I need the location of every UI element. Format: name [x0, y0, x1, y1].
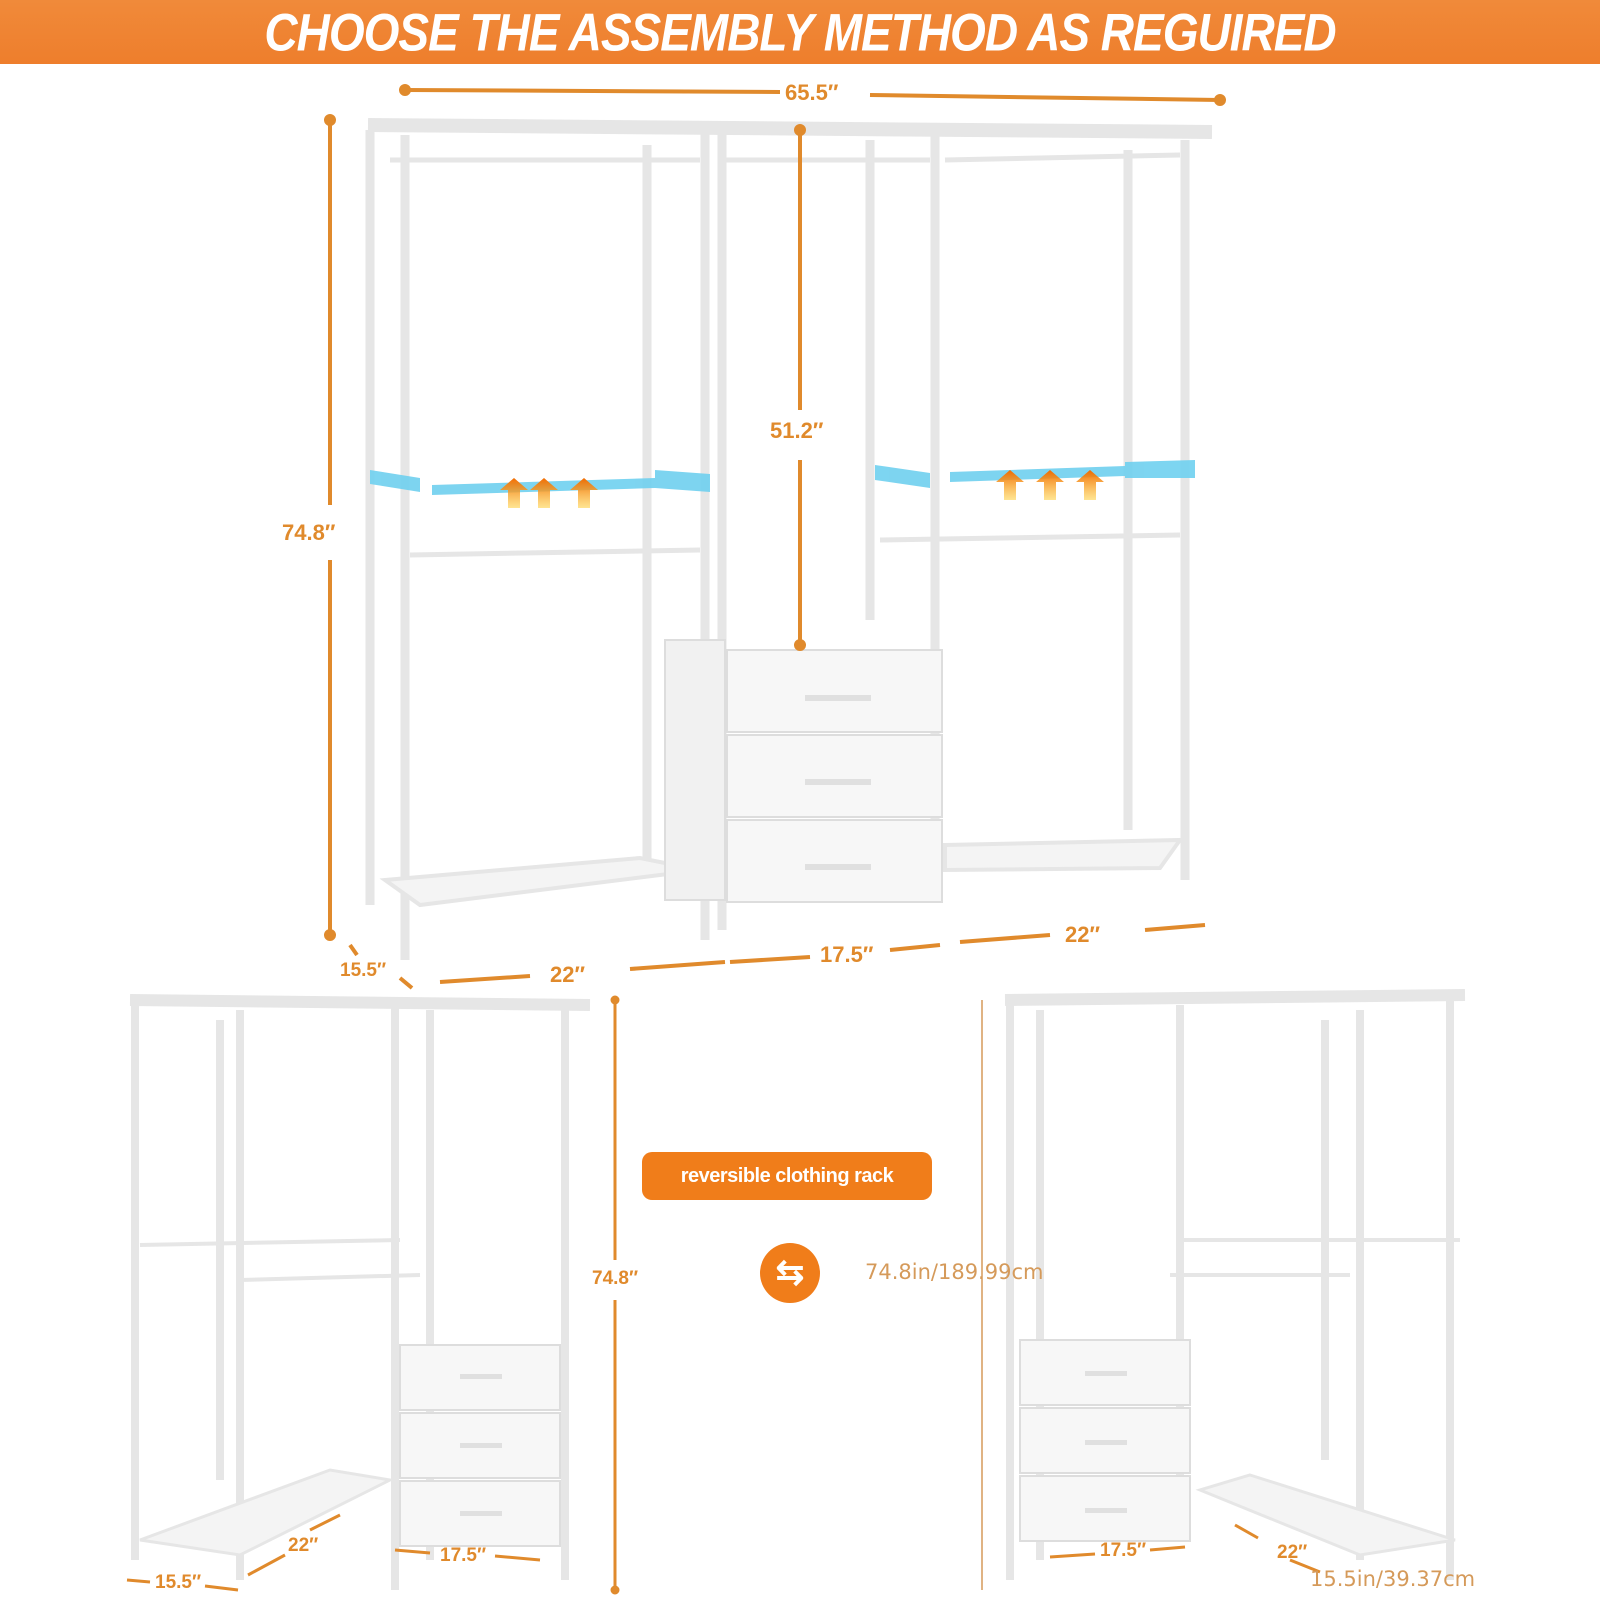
dim-total-width: 65.5″ [785, 80, 839, 105]
reversible-badge: reversible clothing rack [642, 1152, 932, 1200]
dim-left-height: 74.8″ [592, 1268, 639, 1289]
dim-middle-width: 17.5″ [820, 942, 874, 967]
dim-left-drawer-width: 17.5″ [440, 1545, 487, 1566]
dim-depth: 15.5″ [340, 960, 387, 981]
dim-right-drawer-width: 17.5″ [1100, 1540, 1147, 1561]
dim-inner-height: 51.2″ [770, 418, 824, 443]
height-metric: 74.8in/189.99cm [865, 1260, 1044, 1284]
swap-arrows-icon: ⇆ [760, 1243, 820, 1303]
dim-left-side-width: 22″ [288, 1535, 319, 1556]
dim-right-side-width: 22″ [1277, 1542, 1308, 1563]
depth-metric: 15.5in/39.37cm [1310, 1567, 1476, 1591]
dim-left-depth: 15.5″ [155, 1572, 202, 1593]
dim-total-height: 74.8″ [282, 520, 336, 545]
dim-right-width: 22″ [1065, 922, 1101, 947]
dim-left-width: 22″ [550, 962, 586, 987]
banner-title: CHOOSE THE ASSEMBLY METHOD AS REGUIRED [264, 2, 1336, 62]
